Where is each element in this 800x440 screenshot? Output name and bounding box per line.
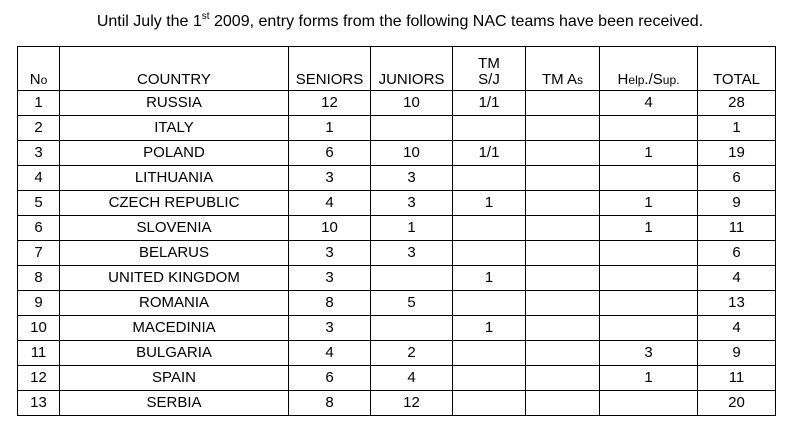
heading-text-end: 2009, entry forms from the following NAC teams have been received. xyxy=(209,13,704,30)
cell-tm-as xyxy=(526,91,600,116)
cell-help-sup xyxy=(600,116,698,141)
cell-help-sup: 3 xyxy=(600,341,698,366)
cell-total: 6 xyxy=(698,241,776,266)
cell-help-sup xyxy=(600,241,698,266)
cell-tm-sj xyxy=(453,166,526,191)
cell-no: 10 xyxy=(18,316,60,341)
cell-tm-sj xyxy=(453,366,526,391)
cell-seniors: 10 xyxy=(289,216,371,241)
table-row xyxy=(18,141,776,166)
cell-tm-sj xyxy=(453,291,526,316)
table-header-row xyxy=(18,47,776,91)
cell-tm-sj xyxy=(453,341,526,366)
table-row xyxy=(18,266,776,291)
cell-country: UNITED KINGDOM xyxy=(60,266,289,291)
cell-juniors: 2 xyxy=(371,341,453,366)
column-header-tm-as: TM As xyxy=(526,47,600,91)
cell-juniors: 3 xyxy=(371,241,453,266)
cell-country: ROMANIA xyxy=(60,291,289,316)
cell-seniors: 1 xyxy=(289,116,371,141)
cell-total: 9 xyxy=(698,191,776,216)
cell-tm-as xyxy=(526,316,600,341)
cell-no: 7 xyxy=(18,241,60,266)
cell-total: 9 xyxy=(698,341,776,366)
cell-no: 3 xyxy=(18,141,60,166)
cell-juniors xyxy=(371,116,453,141)
cell-total: 1 xyxy=(698,116,776,141)
cell-tm-sj: 1 xyxy=(453,316,526,341)
cell-help-sup xyxy=(600,291,698,316)
cell-juniors: 3 xyxy=(371,191,453,216)
cell-total: 19 xyxy=(698,141,776,166)
cell-tm-sj xyxy=(453,216,526,241)
cell-help-sup xyxy=(600,166,698,191)
table-row xyxy=(18,391,776,416)
cell-juniors: 3 xyxy=(371,166,453,191)
cell-country: RUSSIA xyxy=(60,91,289,116)
cell-total: 11 xyxy=(698,366,776,391)
cell-country: ITALY xyxy=(60,116,289,141)
cell-seniors: 6 xyxy=(289,366,371,391)
cell-tm-as xyxy=(526,116,600,141)
cell-juniors: 4 xyxy=(371,366,453,391)
cell-no: 9 xyxy=(18,291,60,316)
column-header-no: No xyxy=(18,47,60,91)
cell-tm-as xyxy=(526,391,600,416)
table-row xyxy=(18,166,776,191)
cell-country: SLOVENIA xyxy=(60,216,289,241)
cell-seniors: 8 xyxy=(289,291,371,316)
table-row xyxy=(18,316,776,341)
column-header-country: COUNTRY xyxy=(60,47,289,91)
cell-tm-sj: 1 xyxy=(453,266,526,291)
cell-country: BULGARIA xyxy=(60,341,289,366)
cell-tm-as xyxy=(526,266,600,291)
table-row xyxy=(18,191,776,216)
heading-text-start: Until July the 1 xyxy=(96,13,202,30)
nac-entries-table xyxy=(17,46,776,416)
cell-total: 4 xyxy=(698,316,776,341)
cell-no: 4 xyxy=(18,166,60,191)
cell-total: 20 xyxy=(698,391,776,416)
cell-total: 4 xyxy=(698,266,776,291)
cell-total: 11 xyxy=(698,216,776,241)
cell-seniors: 6 xyxy=(289,141,371,166)
cell-seniors: 4 xyxy=(289,341,371,366)
cell-seniors: 3 xyxy=(289,166,371,191)
cell-no: 13 xyxy=(18,391,60,416)
cell-total: 6 xyxy=(698,166,776,191)
cell-tm-as xyxy=(526,241,600,266)
cell-juniors xyxy=(371,266,453,291)
cell-tm-sj: 1/1 xyxy=(453,91,526,116)
cell-tm-as xyxy=(526,166,600,191)
cell-seniors: 4 xyxy=(289,191,371,216)
cell-country: CZECH REPUBLIC xyxy=(60,191,289,216)
column-header-total: TOTAL xyxy=(698,47,776,91)
cell-no: 2 xyxy=(18,116,60,141)
cell-tm-sj: 1/1 xyxy=(453,141,526,166)
table-row xyxy=(18,366,776,391)
cell-seniors: 12 xyxy=(289,91,371,116)
cell-juniors: 10 xyxy=(371,91,453,116)
cell-no: 8 xyxy=(18,266,60,291)
column-header-help-sup: Help./Sup. xyxy=(600,47,698,91)
cell-tm-as xyxy=(526,216,600,241)
cell-juniors: 1 xyxy=(371,216,453,241)
cell-help-sup: 1 xyxy=(600,216,698,241)
cell-total: 13 xyxy=(698,291,776,316)
cell-tm-as xyxy=(526,141,600,166)
cell-juniors xyxy=(371,316,453,341)
cell-no: 11 xyxy=(18,341,60,366)
cell-no: 6 xyxy=(18,216,60,241)
cell-total: 28 xyxy=(698,91,776,116)
cell-country: SERBIA xyxy=(60,391,289,416)
cell-tm-as xyxy=(526,291,600,316)
cell-country: POLAND xyxy=(60,141,289,166)
cell-seniors: 3 xyxy=(289,266,371,291)
cell-country: MACEDINIA xyxy=(60,316,289,341)
cell-seniors: 3 xyxy=(289,241,371,266)
cell-no: 1 xyxy=(18,91,60,116)
heading-ordinal-suffix: st xyxy=(201,10,210,22)
column-header-juniors: JUNIORS xyxy=(371,47,453,91)
table-row xyxy=(18,291,776,316)
cell-juniors: 10 xyxy=(371,141,453,166)
cell-help-sup xyxy=(600,391,698,416)
cell-tm-as xyxy=(526,366,600,391)
cell-country: BELARUS xyxy=(60,241,289,266)
cell-tm-as xyxy=(526,341,600,366)
table-row xyxy=(18,341,776,366)
cell-tm-sj: 1 xyxy=(453,191,526,216)
cell-seniors: 3 xyxy=(289,316,371,341)
cell-tm-sj xyxy=(453,241,526,266)
cell-no: 5 xyxy=(18,191,60,216)
table-row xyxy=(18,91,776,116)
cell-help-sup: 1 xyxy=(600,191,698,216)
cell-country: LITHUANIA xyxy=(60,166,289,191)
cell-juniors: 12 xyxy=(371,391,453,416)
column-header-seniors: SENIORS xyxy=(289,47,371,91)
cell-seniors: 8 xyxy=(289,391,371,416)
cell-help-sup: 1 xyxy=(600,366,698,391)
cell-tm-sj xyxy=(453,391,526,416)
cell-no: 12 xyxy=(18,366,60,391)
table-row xyxy=(18,216,776,241)
cell-tm-as xyxy=(526,191,600,216)
cell-help-sup: 1 xyxy=(600,141,698,166)
document-heading xyxy=(0,12,800,32)
table-row xyxy=(18,116,776,141)
cell-help-sup xyxy=(600,266,698,291)
column-header-tm-sj: TM S/J xyxy=(453,47,526,91)
cell-help-sup: 4 xyxy=(600,91,698,116)
cell-tm-sj xyxy=(453,116,526,141)
cell-help-sup xyxy=(600,316,698,341)
table-row xyxy=(18,241,776,266)
cell-country: SPAIN xyxy=(60,366,289,391)
cell-juniors: 5 xyxy=(371,291,453,316)
